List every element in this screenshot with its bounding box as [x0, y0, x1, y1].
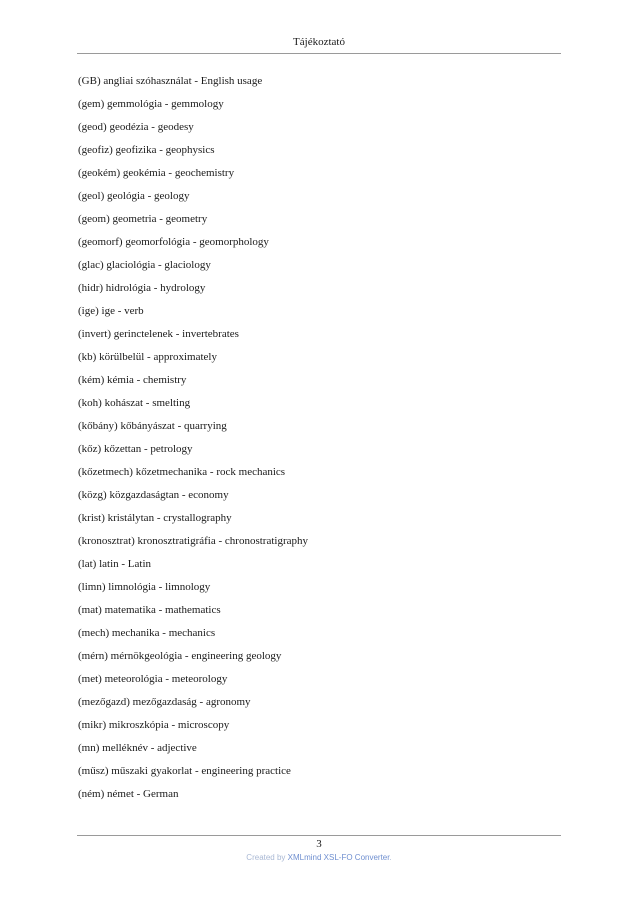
abbreviation-entry: (geom) geometria - geometry: [78, 213, 208, 225]
abbreviation-entry: (ném) német - German: [78, 788, 179, 800]
abbreviation-entry: (hidr) hidrológia - hydrology: [78, 282, 206, 294]
abbreviation-entry: (gem) gemmológia - gemmology: [78, 98, 224, 110]
abbreviation-entry: (közg) közgazdaságtan - economy: [78, 489, 229, 501]
abbreviation-entry: (geod) geodézia - geodesy: [78, 121, 194, 133]
abbreviation-entry: (mat) matematika - mathematics: [78, 604, 221, 616]
page-number: 3: [316, 838, 322, 850]
abbreviation-entry: (invert) gerinctelenek - invertebrates: [78, 328, 239, 340]
credit-suffix: .: [389, 853, 392, 862]
converter-credit: [0, 853, 638, 862]
abbreviation-entry: (GB) angliai szóhasználat - English usage: [78, 75, 263, 87]
abbreviation-entry: (kőz) kőzettan - petrology: [78, 443, 193, 455]
abbreviation-entry: (geomorf) geomorfológia - geomorphology: [78, 236, 269, 248]
credit-brand-link[interactable]: XMLmind XSL-FO Converter: [287, 853, 390, 862]
abbreviation-entry: (mérn) mérnökgeológia - engineering geology: [78, 650, 282, 662]
page-header-title: Tájékoztató: [293, 36, 345, 48]
abbreviation-entry: (kb) körülbelül - approximately: [78, 351, 217, 363]
abbreviation-list: [78, 73, 558, 809]
credit-prefix: Created by: [246, 853, 288, 862]
abbreviation-entry: (limn) limnológia - limnology: [78, 581, 211, 593]
abbreviation-entry: (kronosztrat) kronosztratigráfia - chronostratigraphy: [78, 535, 308, 547]
abbreviation-entry: (koh) kohászat - smelting: [78, 397, 191, 409]
abbreviation-entry: (mech) mechanika - mechanics: [78, 627, 216, 639]
abbreviation-entry: (lat) latin - Latin: [78, 558, 151, 570]
abbreviation-entry: (mn) melléknév - adjective: [78, 742, 197, 754]
header-divider: [77, 53, 561, 54]
abbreviation-entry: (geofiz) geofizika - geophysics: [78, 144, 215, 156]
abbreviation-entry: (kém) kémia - chemistry: [78, 374, 187, 386]
abbreviation-entry: (glac) glaciológia - glaciology: [78, 259, 211, 271]
abbreviation-entry: (mikr) mikroszkópia - microscopy: [78, 719, 230, 731]
abbreviation-entry: (geokém) geokémia - geochemistry: [78, 167, 235, 179]
abbreviation-entry: (geol) geológia - geology: [78, 190, 190, 202]
abbreviation-entry: (kőzetmech) kőzetmechanika - rock mechanics: [78, 466, 286, 478]
abbreviation-entry: (ige) ige - verb: [78, 305, 144, 317]
abbreviation-entry: (mezőgazd) mezőgazdaság - agronomy: [78, 696, 251, 708]
abbreviation-entry: (met) meteorológia - meteorology: [78, 673, 228, 685]
abbreviation-entry: (krist) kristálytan - crystallography: [78, 512, 232, 524]
abbreviation-entry: (kőbány) kőbányászat - quarrying: [78, 420, 227, 432]
abbreviation-entry: (műsz) műszaki gyakorlat - engineering practice: [78, 765, 291, 777]
footer-divider: [77, 835, 561, 836]
